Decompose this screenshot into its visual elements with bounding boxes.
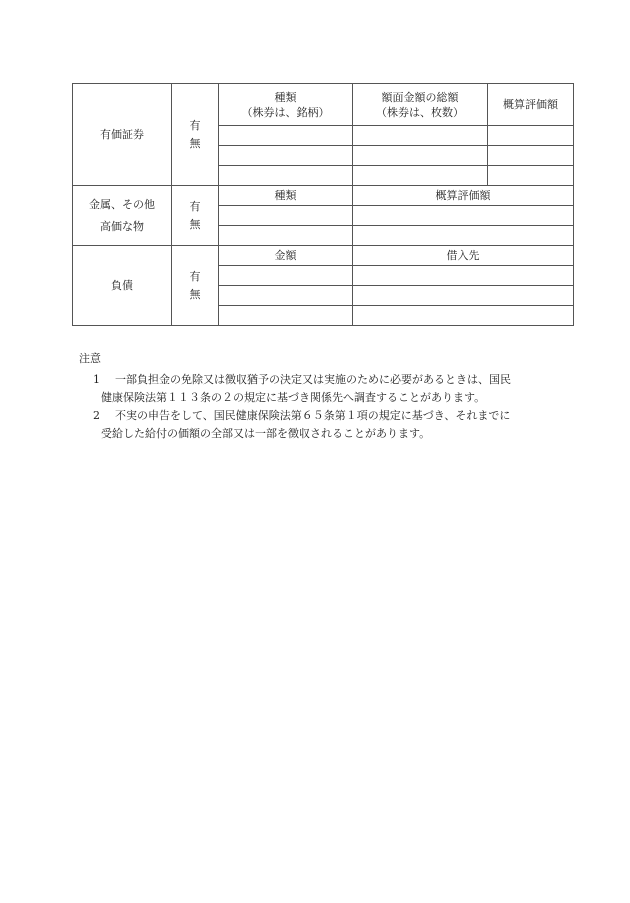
securities-yes-no[interactable] <box>172 84 219 186</box>
metals-type-cell[interactable] <box>219 206 353 226</box>
metals-type-cell[interactable] <box>219 226 353 246</box>
metals-estimate-cell[interactable] <box>353 226 574 246</box>
no-option[interactable]: 無 <box>189 136 201 150</box>
yes-option[interactable]: 有 <box>189 118 201 132</box>
liabilities-amount-header: 金額 <box>219 246 353 266</box>
liabilities-lender-cell[interactable] <box>353 266 574 286</box>
metals-label: 金属、その他 高価な物 <box>73 186 172 246</box>
note-text-line: 不実の申告をして、国民健康保険法第６５条第１項の規定に基づき、それまでに <box>115 409 511 422</box>
securities-type-cell[interactable] <box>219 126 353 146</box>
metals-yes-no[interactable] <box>172 186 219 246</box>
securities-type-cell[interactable] <box>219 166 353 186</box>
securities-estimate-cell[interactable] <box>488 166 574 186</box>
note-text-line: 健康保険法第１１３条の２の規定に基づき関係先へ調査することがあります。 <box>101 391 486 404</box>
securities-face-value-header: 額面金額の総額 （株券は、枚数） <box>353 84 488 126</box>
note-text-line: 一部負担金の免除又は徴収猶予の決定又は実施のために必要があるときは、国民 <box>115 373 511 386</box>
no-option[interactable]: 無 <box>189 217 201 231</box>
securities-estimate-cell[interactable] <box>488 146 574 166</box>
securities-label: 有価証券 <box>73 84 172 186</box>
notes-title: 注意 <box>79 352 101 365</box>
note-number: 2 <box>93 409 100 422</box>
note-number: 1 <box>93 373 100 386</box>
liabilities-lender-header: 借入先 <box>353 246 574 266</box>
metals-type-header: 種類 <box>219 186 353 206</box>
note-item-1 <box>79 371 579 407</box>
liabilities-label: 負債 <box>73 246 172 326</box>
liabilities-lender-cell[interactable] <box>353 286 574 306</box>
note-text-line: 受給した給付の価額の全部又は一部を徴収されることがあります。 <box>101 427 431 440</box>
notes-section <box>79 350 579 443</box>
liabilities-amount-cell[interactable] <box>219 286 353 306</box>
securities-face-value-cell[interactable] <box>353 166 488 186</box>
metals-estimate-header: 概算評価額 <box>353 186 574 206</box>
yes-option[interactable]: 有 <box>189 269 201 283</box>
note-item-2 <box>79 407 579 443</box>
securities-face-value-cell[interactable] <box>353 126 488 146</box>
no-option[interactable]: 無 <box>189 287 201 301</box>
liabilities-yes-no[interactable] <box>172 246 219 326</box>
metals-estimate-cell[interactable] <box>353 206 574 226</box>
securities-estimate-cell[interactable] <box>488 126 574 146</box>
asset-declaration-table <box>72 83 574 326</box>
liabilities-lender-cell[interactable] <box>353 306 574 326</box>
liabilities-amount-cell[interactable] <box>219 306 353 326</box>
yes-option[interactable]: 有 <box>189 199 201 213</box>
securities-estimate-header: 概算評価額 <box>488 84 574 126</box>
liabilities-amount-cell[interactable] <box>219 266 353 286</box>
securities-face-value-cell[interactable] <box>353 146 488 166</box>
securities-type-cell[interactable] <box>219 146 353 166</box>
securities-type-header: 種類 （株券は、銘柄） <box>219 84 353 126</box>
